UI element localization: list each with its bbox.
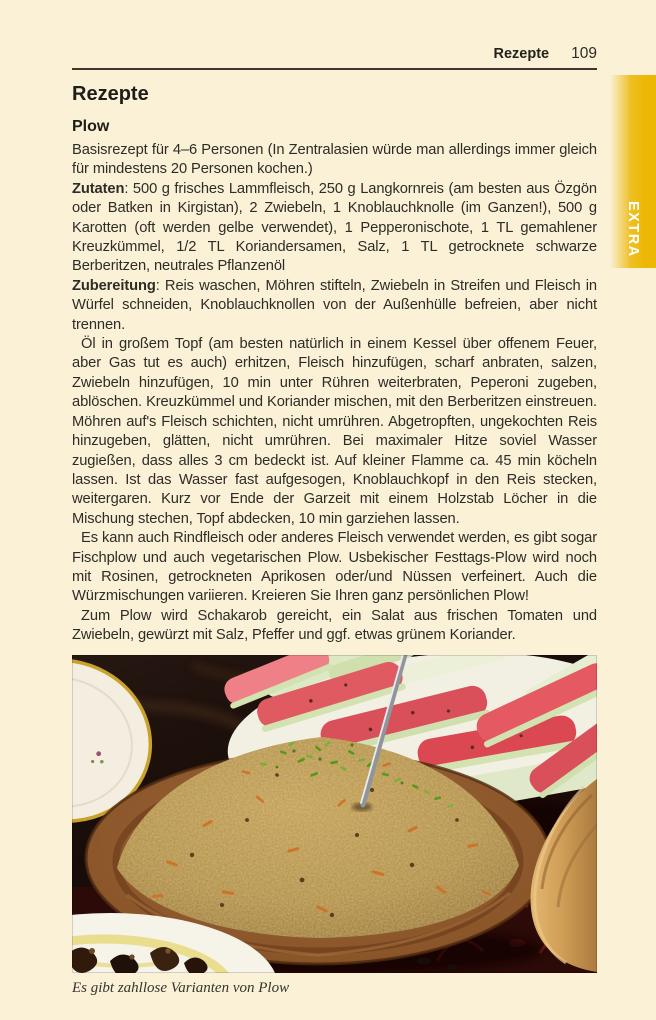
page-title: Rezepte	[72, 83, 149, 105]
photo-caption: Es gibt zahllose Varianten von Plow	[72, 979, 290, 996]
body-paragraph: Zubereitung: Reis waschen, Möhren stifteln, Zwiebeln in Streifen und Fleisch in Würfel schneiden, Knoblauchknollen von der Außenhülle befreien, aber nicht trennen.	[72, 277, 597, 333]
body-paragraph: Öl in großem Topf (am besten natürlich in einem Kessel über offenem Feuer, aber Gas tut es auch) erhitzen, Fleisch hinzufügen, scharf anbraten, salzen, Zwiebeln hinzufügen, 10 min unter Rühren weiterbraten, Peperoni zugeben, ablöschen. Kreuzkümmel und Koriander mischen, mit den Berberitzen einstreuen. Möhren auf's Fleisch schichten, nicht umrühren. Abgetropften, ungekochten Reis hinzugeben, glätten, nicht umrühren. Bei maximaler Hitze soviel Wasser zugießen, dass alles 3 cm bedeckt ist. Auf kleiner Flamme ca. 45 min köcheln lassen. Ist das Wasser fast aufgesogen, Knoblauchkopf in den Reis stecken, weitergaren. Kurz vor Ende der Garzeit mit einem Holzstab Löcher in die Mischung stechen, Topf abdecken, 10 min garziehen lassen.	[72, 336, 597, 527]
extra-tab-label: EXTRA	[625, 201, 641, 258]
body-paragraph: Basisrezept für 4–6 Personen (In Zentralasien würde man allerdings immer gleich für mindestens 20 Personen kochen.)	[72, 142, 597, 178]
recipe-body	[72, 141, 597, 646]
running-header	[72, 0, 597, 70]
extra-side-tab	[610, 75, 656, 268]
body-paragraph: Zum Plow wird Schakarob gereicht, ein Salat aus frischen Tomaten und Zwiebeln, gewürzt mit Salz, Pfeffer und ggf. etwas grünem Koriander.	[72, 607, 597, 644]
recipe-title: Plow	[72, 118, 110, 135]
body-paragraph: Es kann auch Rindfleisch oder anderes Fleisch verwendet werden, es gibt sogar Fischplow und auch vegetarischen Plow. Usbekischer Festtags-Plow wird noch mit Rosinen, getrockneten Aprikosen oder/und Nüssen verfeinert. Auch die Würzmischungen variieren. Kreieren Sie Ihren ganz persönlichen Plow!	[72, 530, 597, 605]
page-number: 109	[571, 45, 597, 62]
body-paragraph: Zutaten: 500 g frisches Lammfleisch, 250 g Langkornreis (am besten aus Özgön oder Batken in Kirgistan), 2 Zwiebeln, 1 Knoblauchknolle (im Ganzen!), 500 g Karotten (oft werden gelbe verwendet), 1 Pepperonischote, 1 TL gemahlener Kreuzkümmel, 1/2 TL Koriandersamen, Salz, 1 TL getrocknete schwarze Berberitzen, neutrales Pflanzenöl	[72, 180, 597, 275]
page-content	[72, 0, 597, 997]
plow-photo-figure	[72, 655, 597, 997]
running-header-section: Rezepte	[493, 46, 550, 62]
plow-photo	[72, 655, 597, 973]
